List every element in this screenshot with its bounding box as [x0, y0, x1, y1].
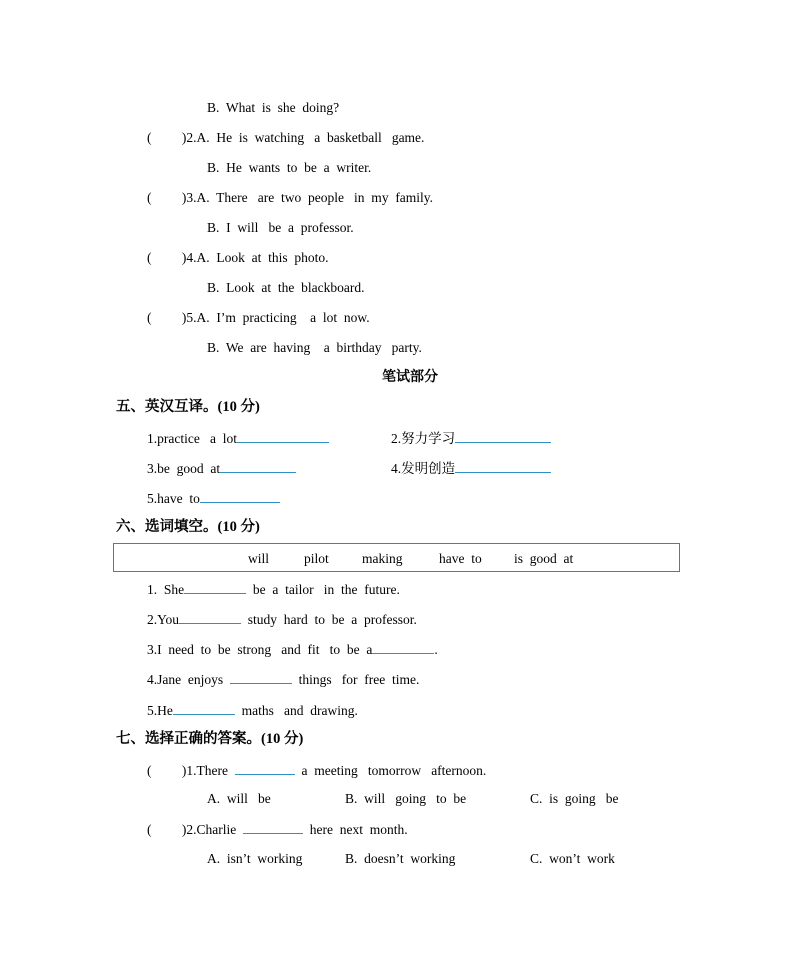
- q4-option-b: B. Look at the blackboard.: [207, 280, 365, 295]
- word-bank-item: pilot: [304, 551, 329, 566]
- written-part-title: 笔试部分: [382, 370, 438, 385]
- answer-blank[interactable]: [184, 581, 246, 594]
- q1-option-b: B. What is she doing?: [207, 100, 340, 115]
- answer-blank[interactable]: [372, 641, 434, 654]
- answer-blank[interactable]: [455, 460, 551, 473]
- word-bank-item: will: [248, 551, 270, 566]
- q3-option-a: ( )3.A. There are two people in my family.: [147, 190, 434, 205]
- section5-item-1: 1.practice a lot: [147, 430, 329, 447]
- section7-q1: ( )1.There a meeting tomorrow afternoon.: [147, 763, 487, 778]
- word-bank-item: is good at: [514, 551, 574, 566]
- section7-q2-option-b: B. doesn’t working: [345, 851, 456, 866]
- section7-q2-option-c: C. won’t work: [530, 851, 615, 866]
- section6-item-1: 1. She be a tailor in the future.: [147, 582, 400, 597]
- q2-option-a: ( )2.A. He is watching a basketball game.: [147, 130, 425, 145]
- section5-heading: 五、英汉互译。(10 分): [116, 399, 260, 415]
- section6-item-2: 2.You study hard to be a professor.: [147, 612, 417, 627]
- section7-q2-option-a: A. isn’t working: [207, 851, 303, 866]
- section6-item-5: 5.He maths and drawing.: [147, 703, 358, 718]
- section6-heading: 六、选词填空。(10 分): [116, 519, 260, 535]
- q3-option-b: B. I will be a professor.: [207, 220, 354, 235]
- q2-option-b: B. He wants to be a writer.: [207, 160, 372, 175]
- section5-item-2: 2.努力学习: [391, 430, 551, 447]
- section7-q1-option-a: A. will be: [207, 791, 271, 806]
- section7-q1-option-c: C. is going be: [530, 791, 619, 806]
- answer-blank[interactable]: [179, 611, 241, 624]
- answer-blank[interactable]: [237, 430, 329, 443]
- section7-q2: ( )2.Charlie here next month.: [147, 822, 408, 837]
- section7-q1-option-b: B. will going to be: [345, 791, 467, 806]
- word-bank-item: making: [362, 551, 403, 566]
- q5-option-b: B. We are having a birthday party.: [207, 340, 422, 355]
- answer-blank[interactable]: [220, 460, 296, 473]
- section6-item-3: 3.I need to be strong and fit to be a .: [147, 642, 438, 657]
- answer-blank[interactable]: [200, 490, 280, 503]
- q4-option-a: ( )4.A. Look at this photo.: [147, 250, 329, 265]
- section5-item-4: 4.发明创造: [391, 460, 551, 477]
- answer-blank[interactable]: [173, 702, 235, 715]
- answer-blank[interactable]: [243, 821, 303, 834]
- answer-blank[interactable]: [455, 430, 551, 443]
- answer-blank[interactable]: [230, 671, 292, 684]
- section7-heading: 七、选择正确的答案。(10 分): [116, 731, 304, 747]
- section6-item-4: 4.Jane enjoys things for free time.: [147, 672, 420, 687]
- section5-item-3: 3.be good at: [147, 460, 296, 477]
- section5-item-5: 5.have to: [147, 490, 280, 507]
- q5-option-a: ( )5.A. I’m practicing a lot now.: [147, 310, 370, 325]
- word-bank-item: have to: [439, 551, 482, 566]
- answer-blank[interactable]: [235, 762, 295, 775]
